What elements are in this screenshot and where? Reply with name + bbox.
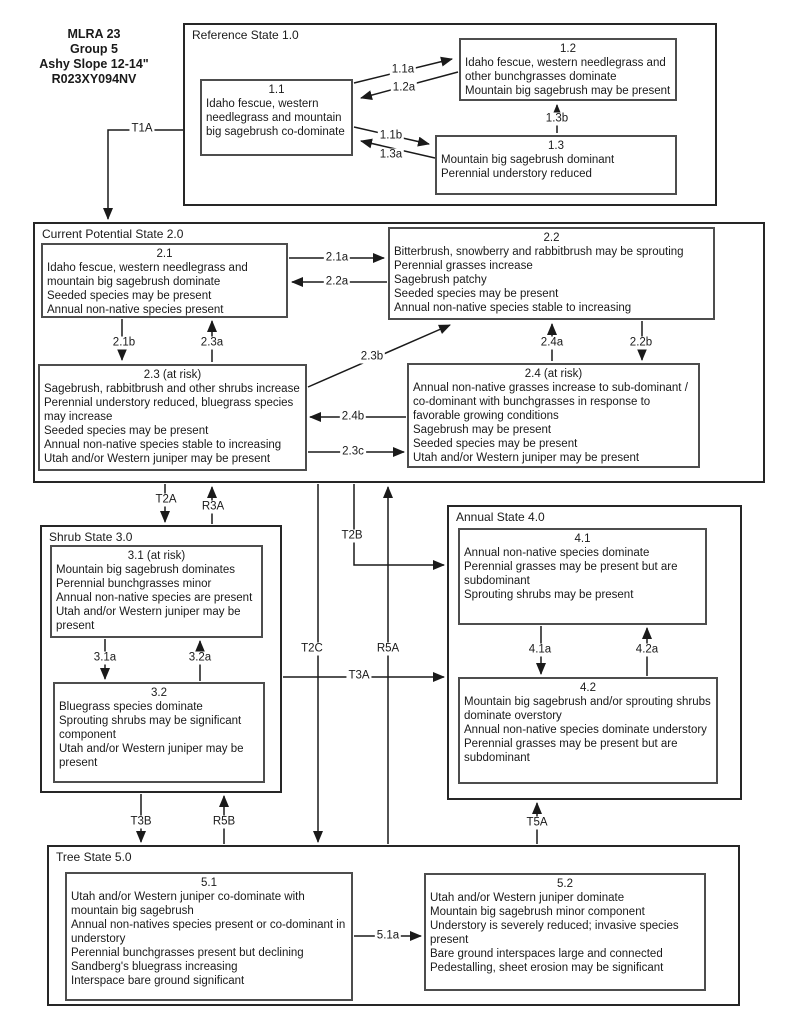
transition-label-2-3b: 2.3b (360, 350, 384, 363)
community-text: Idaho fescue, western needlegrass and mountain big sagebrush dominate (47, 262, 248, 288)
community-text: Perennial grasses may be present but are subdominant (464, 561, 678, 587)
state-label-1-0: Reference State 1.0 (192, 28, 299, 42)
transition-label-4-1a: 4.1a (528, 643, 552, 656)
transition-label-2-3c: 2.3c (342, 445, 364, 458)
community-box-5-2 (424, 873, 706, 991)
community-id-4-2: 4.2 (580, 682, 596, 694)
community-text: Bluegrass species dominate (59, 701, 203, 713)
community-id-3-1: 3.1 (at risk) (127, 550, 186, 562)
community-text: Bare ground interspaces large and connected (430, 948, 663, 960)
transition-label-R5A: R5A (376, 642, 400, 655)
transition-label-T2C: T2C (301, 642, 323, 655)
state-label-2-0: Current Potential State 2.0 (42, 227, 184, 241)
community-text: Seeded species may be present (47, 290, 212, 302)
transition-label-2-2a: 2.2a (325, 275, 349, 288)
community-id-1-1: 1.1 (268, 84, 285, 96)
community-id-2-3: 2.3 (at risk) (143, 369, 202, 381)
community-id-1-3: 1.3 (548, 140, 564, 152)
transition-label-T3B: T3B (130, 815, 152, 828)
community-box-3-1 (50, 545, 263, 638)
community-text: Idaho fescue, western needlegrass and mountain big sagebrush co-dominate (206, 98, 345, 138)
transition-label-4-2a: 4.2a (635, 643, 659, 656)
community-id-5-2: 5.2 (557, 878, 573, 890)
community-text: Sagebrush patchy (394, 274, 487, 286)
community-text: Interspace bare ground significant (71, 975, 245, 987)
community-text: Bitterbrush, snowberry and rabbitbrush may be sprouting (394, 246, 684, 258)
community-text: Perennial bunchgrasses minor (56, 578, 212, 590)
community-text: Mountain big sagebrush dominates (56, 564, 236, 576)
arrow-T2B (354, 484, 444, 565)
community-text: Annual non-natives species present or co-dominant in understory (71, 919, 346, 945)
community-text: Utah and/or Western juniper may be present (56, 606, 241, 632)
community-text: Utah and/or Western juniper dominate (430, 892, 625, 904)
site-group: Group 5 (70, 42, 118, 56)
community-text: Sagebrush, rabbitbrush and other shrubs increase (44, 383, 300, 395)
community-box-4-2 (458, 677, 718, 784)
community-box-4-1 (458, 528, 707, 625)
community-text: Utah and/or Western juniper co-dominate with mountain big sagebrush (71, 891, 305, 917)
community-text: Perennial understory reduced (441, 168, 592, 180)
community-text: Annual non-native species stable to increasing (394, 302, 632, 314)
community-id-1-2: 1.2 (560, 43, 576, 55)
transition-label-R5B: R5B (212, 815, 236, 828)
transition-label-3-2a: 3.2a (188, 651, 212, 664)
community-id-2-4: 2.4 (at risk) (524, 368, 583, 380)
community-box-1-3 (435, 135, 677, 195)
transition-label-1-2a: 1.2a (392, 81, 416, 94)
state-label-5-0: Tree State 5.0 (56, 850, 132, 864)
transition-label-T1A: T1A (131, 122, 153, 135)
community-text: Sprouting shrubs may be significant component (59, 715, 242, 741)
community-text: Sandberg's bluegrass increasing (71, 961, 238, 973)
community-text: Mountain big sagebrush may be present (465, 85, 671, 97)
community-text: Pedestalling, sheet erosion may be significant (430, 962, 664, 974)
community-id-2-1: 2.1 (156, 248, 173, 260)
transition-label-T3A: T3A (348, 669, 370, 682)
community-box-1-1 (200, 79, 353, 156)
community-box-3-2 (53, 682, 265, 783)
transition-label-2-1b: 2.1b (112, 336, 136, 349)
community-text: Annual non-native species dominate understory (464, 724, 707, 736)
transition-label-3-1a: 3.1a (93, 651, 117, 664)
transition-label-2-4a: 2.4a (540, 336, 564, 349)
community-text: Sprouting shrubs may be present (464, 589, 634, 601)
community-text: Annual non-native species dominate (464, 547, 650, 559)
community-text: Idaho fescue, western needlegrass and other bunchgrasses dominate (465, 57, 666, 83)
community-text: Mountain big sagebrush minor component (430, 906, 645, 918)
community-text: Mountain big sagebrush dominant (441, 154, 615, 166)
community-text: Perennial grasses increase (394, 260, 533, 272)
community-id-3-2: 3.2 (151, 687, 167, 699)
site-title-block (15, 27, 173, 87)
community-text: Perennial understory reduced, bluegrass species may increase (44, 397, 294, 423)
community-text: Annual non-native species present (47, 304, 224, 316)
transition-label-1-3a: 1.3a (379, 148, 403, 161)
community-id-4-1: 4.1 (574, 533, 591, 545)
community-text: Mountain big sagebrush and/or sprouting shrubs dominate overstory (464, 696, 711, 722)
transition-label-5-1a: 5.1a (376, 929, 400, 942)
transition-label-2-4b: 2.4b (341, 410, 365, 423)
community-text: Perennial grasses may be present but are subdominant (464, 738, 678, 764)
site-id: R023XY094NV (51, 72, 137, 86)
community-box-2-3 (38, 364, 307, 471)
transition-label-T5A: T5A (526, 816, 548, 829)
transition-label-1-3b: 1.3b (545, 112, 569, 125)
transition-label-1-1b: 1.1b (379, 129, 403, 142)
community-text: Utah and/or Western juniper may be present (59, 743, 244, 769)
community-text: Annual non-native species are present (56, 592, 253, 604)
community-box-1-2 (459, 38, 677, 101)
community-box-2-4 (407, 363, 700, 468)
transition-label-2-2b: 2.2b (629, 336, 653, 349)
transition-label-T2B: T2B (341, 529, 363, 542)
transition-label-2-1a: 2.1a (325, 251, 349, 264)
transition-label-1-1a: 1.1a (391, 63, 415, 76)
site-mlra: MLRA 23 (67, 27, 121, 41)
transition-label-T2A: T2A (155, 493, 177, 506)
state-label-3-0: Shrub State 3.0 (49, 530, 133, 544)
community-box-2-1 (41, 243, 288, 318)
community-id-5-1: 5.1 (201, 877, 217, 889)
community-box-2-2 (388, 227, 715, 320)
community-text: Understory is severely reduced; invasive species present (430, 920, 679, 946)
community-text: Utah and/or Western juniper may be present (413, 452, 640, 464)
community-text: Utah and/or Western juniper may be present (44, 453, 271, 465)
site-name: Ashy Slope 12-14" (39, 57, 149, 71)
community-text: Perennial bunchgrasses present but declining (71, 947, 304, 959)
community-text: Seeded species may be present (394, 288, 559, 300)
arrow-T1A (108, 130, 183, 219)
community-text: Annual non-native species stable to increasing (44, 439, 282, 451)
transition-label-R3A: R3A (201, 500, 225, 513)
transition-label-2-3a: 2.3a (200, 336, 224, 349)
community-text: Seeded species may be present (413, 438, 578, 450)
community-text: Seeded species may be present (44, 425, 209, 437)
community-id-2-2: 2.2 (543, 232, 560, 244)
community-box-5-1 (65, 872, 353, 1001)
state-label-4-0: Annual State 4.0 (456, 510, 545, 524)
community-text: Annual non-native grasses increase to sub-dominant / co-dominant with bunchgrasses in response to favorable growing conditions (413, 382, 688, 422)
community-text: Sagebrush may be present (413, 424, 552, 436)
